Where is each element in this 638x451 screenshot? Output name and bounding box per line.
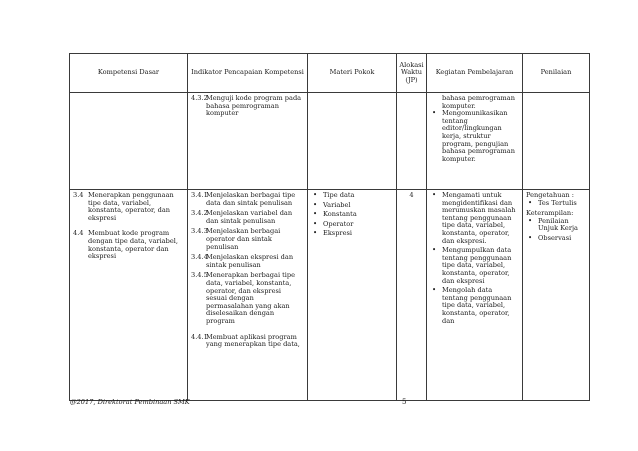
list-item: • Tipe data bbox=[311, 192, 393, 200]
indikator-text: Menjelaskan variabel dan dan sintak penulisan bbox=[206, 209, 293, 225]
list-item: • Mengumpulkan data tentang penggunaan tipe data, variabel, konstanta, operator, dan ekspresi bbox=[430, 247, 519, 285]
indikator-number: 4.3.2 bbox=[191, 94, 208, 102]
indikator-number: 3.4.5 bbox=[191, 271, 208, 280]
footer-copyright: @2017, Direktorat Pembinaan SMK bbox=[70, 398, 190, 406]
penilaian-cell bbox=[523, 93, 590, 190]
indikator-item bbox=[191, 95, 304, 118]
indikator-number: 4.4.1 bbox=[191, 332, 208, 341]
header-kegiatan-pembelajaran: Kegiatan Pembelajaran bbox=[427, 54, 523, 93]
indikator-number: 3.4.4 bbox=[191, 253, 208, 262]
list-item: • Konstanta bbox=[311, 211, 393, 219]
header-row bbox=[70, 54, 590, 93]
syllabus-table bbox=[69, 53, 590, 401]
indikator-item bbox=[191, 192, 304, 207]
header-indikator: Indikator Pencapaian Kompetensi bbox=[188, 54, 308, 93]
list-item: • Penilaian Unjuk Kerja bbox=[526, 218, 586, 233]
alokasi-cell: 4 bbox=[397, 190, 427, 401]
kegiatan-cell bbox=[427, 190, 523, 401]
kompetensi-item bbox=[73, 230, 184, 260]
indikator-item bbox=[191, 254, 304, 269]
kegiatan-list bbox=[430, 192, 519, 325]
indikator-text: Menjelaskan berbagai tipe data dan sintak penulisan bbox=[206, 191, 296, 207]
list-item: • Mengolah data tentang penggunaan tipe data, variabel, konstanta, operator, dan bbox=[430, 287, 519, 325]
kompetensi-number: 3.4 bbox=[73, 191, 84, 199]
kompetensi-cell bbox=[70, 190, 188, 401]
indikator-number: 3.4.2 bbox=[191, 209, 208, 218]
pengetahuan-list bbox=[526, 200, 586, 208]
header-materi-pokok: Materi Pokok bbox=[308, 54, 397, 93]
pengetahuan-label: Pengetahuan : bbox=[526, 191, 574, 199]
indikator-item bbox=[191, 210, 304, 225]
indikator-text: Menjelaskan berbagai operator dan sintak penulisan bbox=[206, 227, 281, 251]
header-alokasi-waktu: Alokasi Waktu (JP) bbox=[397, 54, 427, 93]
indikator-item bbox=[191, 228, 304, 251]
indikator-number: 3.4.3 bbox=[191, 227, 208, 236]
list-item: • Ekspresi bbox=[311, 230, 393, 238]
table-row bbox=[70, 93, 590, 190]
indikator-text: Menerapkan berbagai tipe data, variabel, konstanta, operator, dan ekspresi sesuai dengan permasalahan yang akan diselesaikan dengan program bbox=[206, 271, 296, 325]
indikator-cell bbox=[188, 190, 308, 401]
kompetensi-text: Menerapkan penggunaan tipe data, variabel, konstanta, operator, dan ekspresi bbox=[88, 191, 174, 222]
indikator-item bbox=[191, 334, 304, 349]
penilaian-cell bbox=[523, 190, 590, 401]
header-kompetensi-dasar: Kompetensi Dasar bbox=[70, 54, 188, 93]
list-item: • Mengomunikasikan tentang editor/lingkungan kerja, struktur program, pengujian bahasa pemrograman komputer. bbox=[430, 110, 519, 163]
list-item: • Tes Tertulis bbox=[526, 200, 586, 208]
indikator-item bbox=[191, 272, 304, 325]
alokasi-cell bbox=[397, 93, 427, 190]
kompetensi-number: 4.4 bbox=[73, 229, 84, 238]
list-item: • Observasi bbox=[526, 235, 586, 243]
materi-cell bbox=[308, 190, 397, 401]
list-item: • Mengamati untuk mengidentifikasi dan merumuskan masalah tentang penggunaan tipe data, variabel, konstanta, operator, dan ekspresi. bbox=[430, 192, 519, 245]
kompetensi-item bbox=[73, 192, 184, 222]
materi-list bbox=[311, 192, 393, 238]
kegiatan-continued-text: bahasa pemrograman komputer. bbox=[442, 94, 515, 110]
keterampilan-list bbox=[526, 218, 586, 243]
list-item: • Operator bbox=[311, 221, 393, 229]
page-number: 5 bbox=[402, 398, 407, 406]
materi-cell bbox=[308, 93, 397, 190]
kegiatan-list bbox=[430, 110, 519, 163]
list-item: • Variabel bbox=[311, 202, 393, 210]
keterampilan-label: Keterampilan: bbox=[526, 209, 574, 218]
indikator-text: Membuat aplikasi program yang menerapkan tipe data, bbox=[206, 332, 300, 349]
indikator-number: 3.4.1 bbox=[191, 191, 208, 199]
indikator-text: Menguji kode program pada bahasa pemrograman komputer bbox=[206, 94, 302, 118]
header-penilaian: Penilaian bbox=[523, 54, 590, 93]
indikator-cell bbox=[188, 93, 308, 190]
kompetensi-text: Membuat kode program dengan tipe data, variabel, konstanta, operator dan ekspresi bbox=[88, 229, 178, 261]
indikator-text: Menjelaskan ekspresi dan sintak penulisan bbox=[206, 253, 294, 269]
kompetensi-cell bbox=[70, 93, 188, 190]
kegiatan-cell bbox=[427, 93, 523, 190]
table-row bbox=[70, 190, 590, 401]
